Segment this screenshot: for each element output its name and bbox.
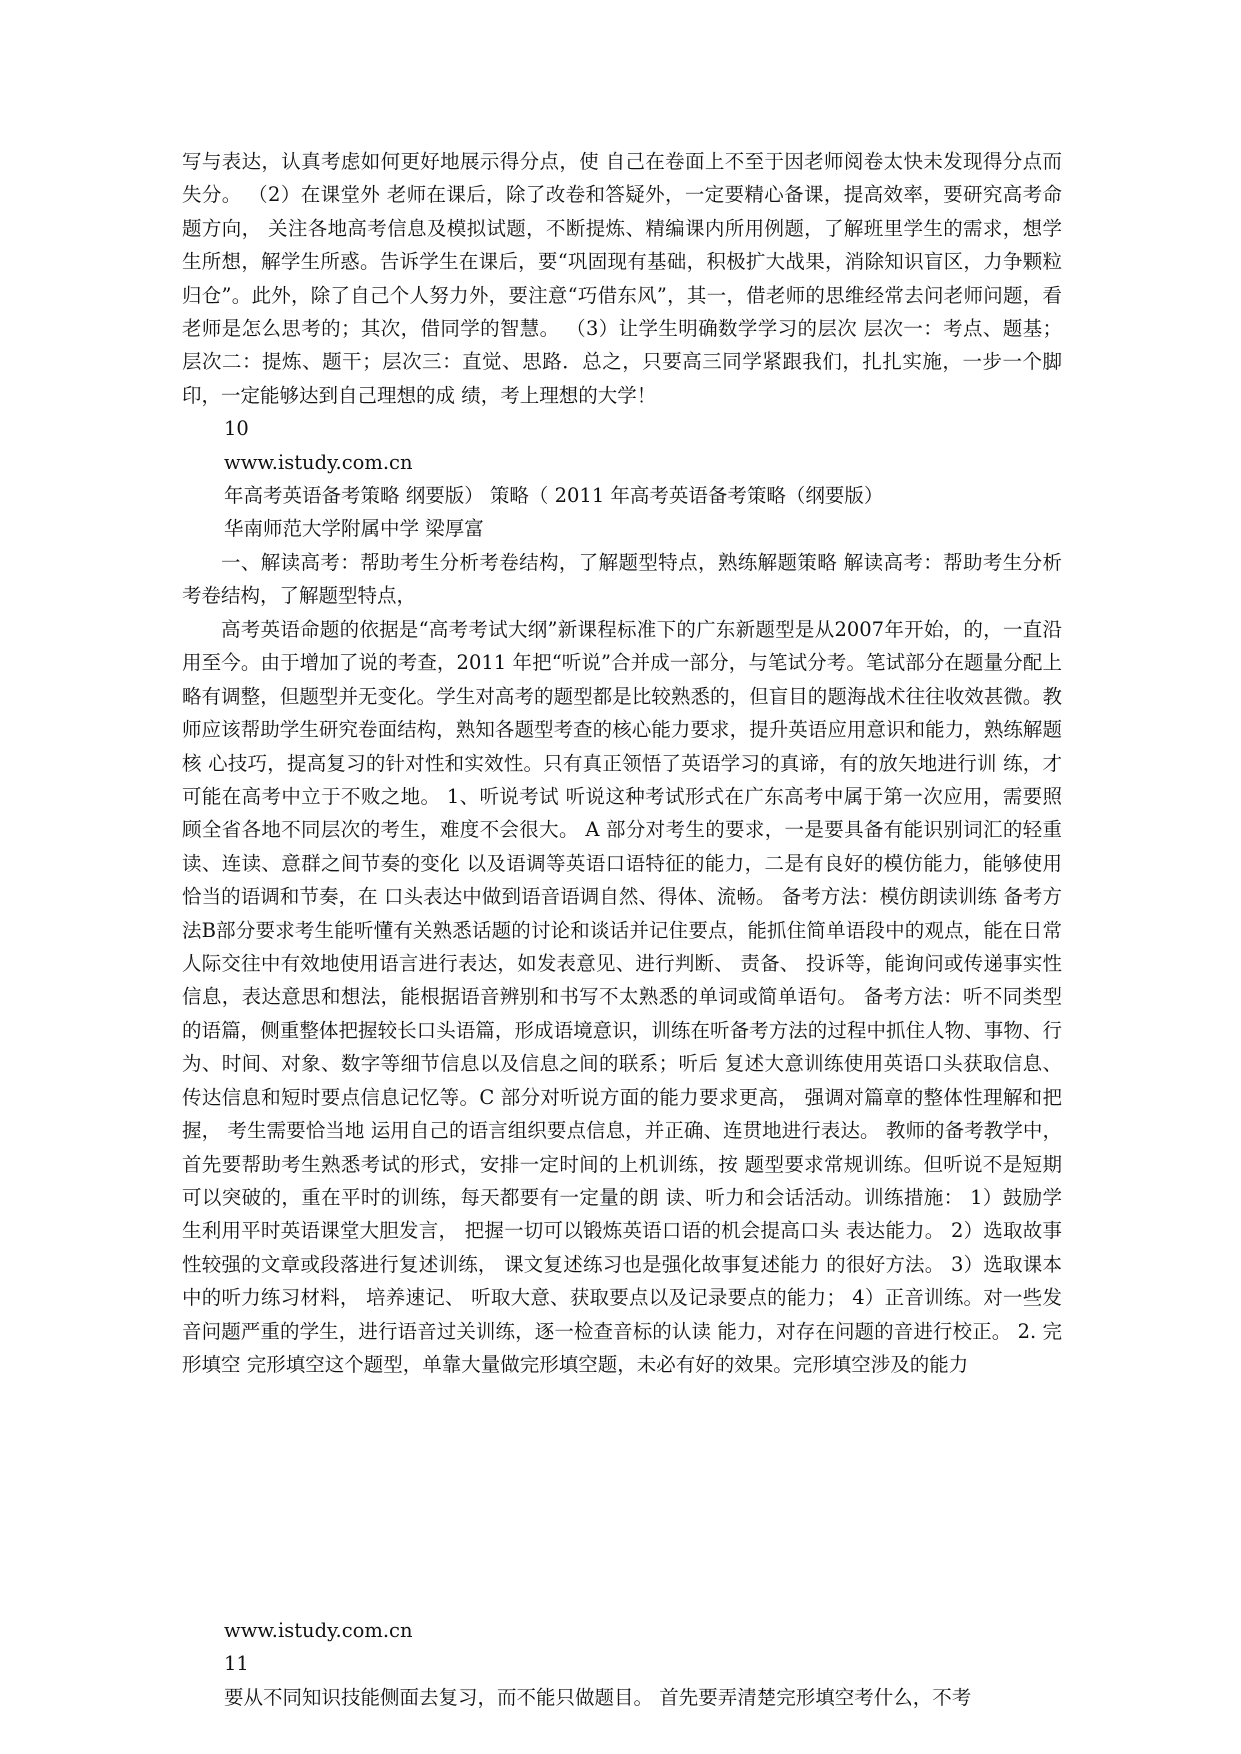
site-url-footer: www.istudy.com.cn [224, 1619, 413, 1642]
site-url: www.istudy.com.cn [224, 451, 413, 474]
continuation-line: 要从不同知识技能侧面去复习，而不能只做题目。 首先要弄清楚完形填空考什么，不考 [224, 1686, 972, 1709]
author-line: 华南师范大学附属中学 梁厚富 [224, 517, 484, 540]
page-number: 10 [224, 417, 249, 440]
page-number-footer: 11 [224, 1652, 249, 1675]
main-paragraph: 高考英语命题的依据是“高考考试大纲”新课程标准下的广东新题型是从2007年开始，的，一直沿用至今。由于增加了说的考查，2011 年把“听说”合并成一部分，与笔试分考。笔试部分在题量分配上略有调整，但题型并无变化。学生对高考的题型都是比较熟悉的，但盲目的题海战术往往收效甚微。教师应该帮助学生研究卷面结构，熟知各题型考查的核心能力要求，提升英语应用意识和能力，熟练解题核 心技巧，提高复习的针对性和实效性。只有真正领悟了英语学习的真谛，有的放矢地进行训 练，才可能在高考中立于不败之地。 1、听说考试 听说这种考试形式在广东高考中属于第一次应用，需要照顾全省各地不同层次的考生，难度不会很大。 A 部分对考生的要求，一是要具备有能识别词汇的轻重读、连读、意群之间节奏的变化 以及语调等英语口语特征的能力，二是有良好的模仿能力，能够使用恰当的语调和节奏，在 口头表达中做到语音语调自然、得体、流畅。 备考方法：模仿朗读训练 备考方法B部分要求考生能听懂有关熟悉话题的讨论和谈话并记住要点，能抓住简单语段中的观点，能在日常人际交往中有效地使用语言进行表达，如发表意见、进行判断、 责备、 投诉等，能询问或传递事实性信息，表达意思和想法，能根据语音辨别和书写不太熟悉的单词或简单语句。 备考方法：听不同类型的语篇，侧重整体把握较长口头语篇，形成语境意识，训练在听备考方法的过程中抓住人物、事物、行为、时间、对象、数字等细节信息以及信息之间的联系；听后 复述大意训练使用英语口头获取信息、传达信息和短时要点信息记忆等。C 部分对听说方面的能力要求更高， 强调对篇章的整体性理解和把握， 考生需要恰当地 运用自己的语言组织要点信息，并正确、连贯地进行表达。 教师的备考教学中，首先要帮助考生熟悉考试的形式，安排一定时间的上机训练，按 题型要求常规训练。但听说不是短期可以突破的，重在平时的训练，每天都要有一定量的朗 读、听力和会话活动。训练措施： 1）鼓励学生利用平时英语课堂大胆发言， 把握一切可以锻炼英语口语的机会提高口头 表达能力。 2）选取故事性较强的文章或段落进行复述训练， 课文复述练习也是强化故事复述能力 的很好方法。 3）选取课本中的听力练习材料， 培养速记、 听取大意、获取要点以及记录要点的能力； 4）正音训练。对一些发音问题严重的学生，进行语音过关训练，逐一检查音标的认读 能力，对存在问题的音进行校正。 2. 完形填空 完形填空这个题型，单靠大量做完形填空题，未必有好的效果。完形填空涉及的能力 [182, 618, 1062, 1376]
section-heading: 一、解读高考：帮助考生分析考卷结构，了解题型特点，熟练解题策略 解读高考：帮助考生分析考卷结构，了解题型特点， [182, 551, 1062, 608]
continued-paragraph: 写与表达，认真考虑如何更好地展示得分点，使 自己在卷面上不至于因老师阅卷太快未发现得分点而失分。 （2）在课堂外 老师在课后，除了改卷和答疑外，一定要精心备课，提高效率，要研究高考命题方向， 关注各地高考信息及模拟试题，不断提炼、精编课内所用例题，了解班里学生的需求，想学生所想，解学生所惑。告诉学生在课后，要“巩固现有基础，积极扩大战果，消除知识盲区，力争颗粒归仓”。此外，除了自己个人努力外，要注意“巧借东风”，其一，借老师的思维经常去问老师问题，看老师是怎么思考的；其次，借同学的智慧。 （3）让学生明确数学学习的层次 层次一：考点、题基；层次二：提炼、题干；层次三：直觉、思路．总之，只要高三同学紧跟我们，扎扎实施，一步一个脚印，一定能够达到自己理想的成 绩，考上理想的大学！ [182, 150, 1062, 407]
article-title: 年高考英语备考策略 纲要版） 策略（ 2011 年高考英语备考策略（纲要版） [224, 484, 884, 507]
